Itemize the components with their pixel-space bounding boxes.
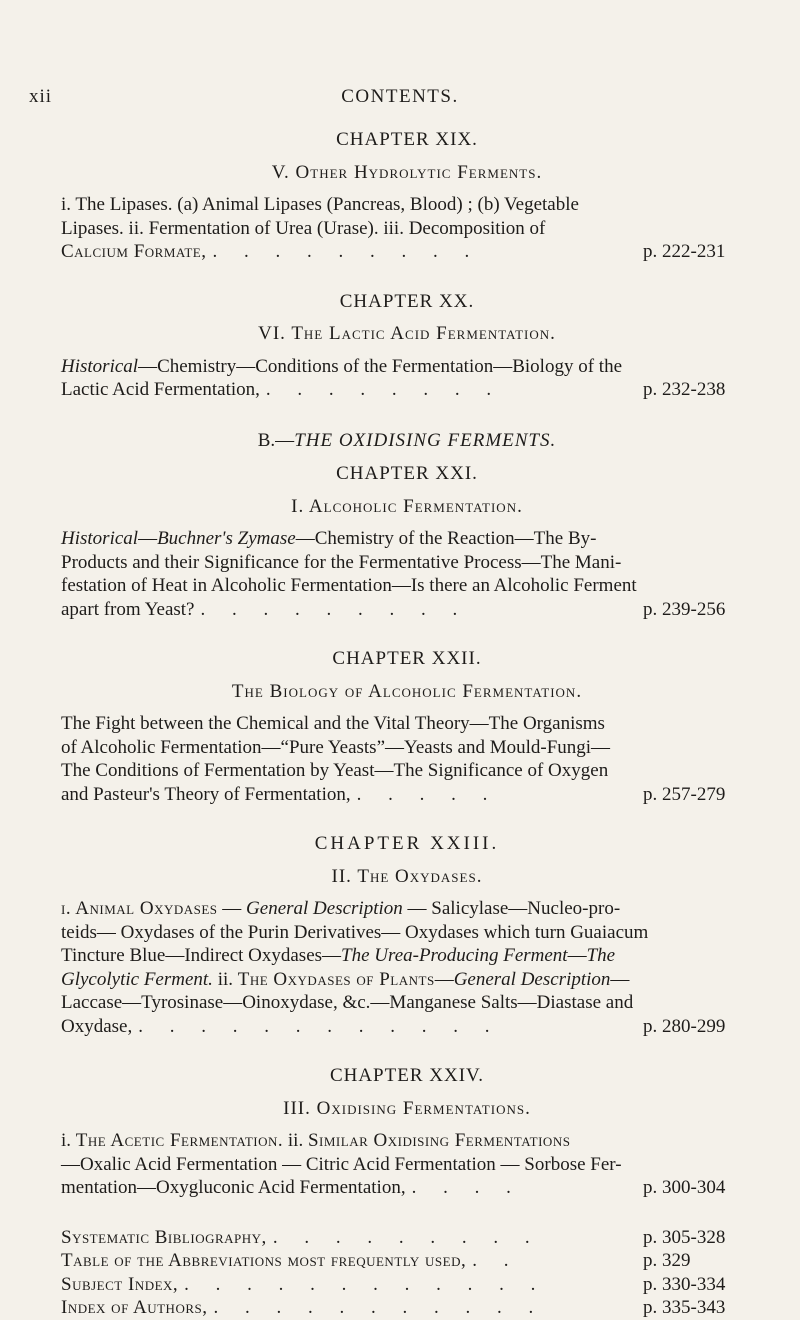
summary-line: Lipases. ii. Fermentation of Urea (Urase). iii. Decomposition of bbox=[61, 217, 546, 239]
chapter-summary bbox=[61, 355, 753, 402]
chapter-summary bbox=[61, 897, 753, 1038]
part-b-prefix: B.— bbox=[257, 429, 295, 451]
chapter-subtitle: II. The Oxydases. bbox=[331, 865, 483, 887]
summary-rest: —Chemistry—Conditions of the Fermentation—Biology of the bbox=[138, 355, 622, 377]
summary-last-line bbox=[61, 598, 753, 622]
summary-last-line bbox=[61, 1015, 753, 1039]
summary-line: Products and their Significance for the Fermentative Process—The Mani- bbox=[61, 551, 622, 573]
summary-line: Laccase—Tyrosinase—Oinoxydase, &c.—Manganese Salts—Diastase and bbox=[61, 992, 634, 1013]
page-range: p. 257-279 bbox=[643, 783, 726, 805]
summary-text: and Pasteur's Theory of Fermentation, bbox=[61, 783, 351, 805]
summary-last-line bbox=[61, 378, 753, 402]
leader-dots: . . . . . . . . . bbox=[200, 598, 469, 620]
bibliography-entry bbox=[61, 1226, 753, 1250]
summary-line bbox=[61, 355, 753, 379]
summary-line: i. Animal Oxydases — General Description — Salicylase—Nucleo-pro- bbox=[61, 898, 621, 919]
entry-label: Index of Authors, bbox=[61, 1297, 208, 1318]
chapter-heading: CHAPTER XXII. bbox=[332, 648, 482, 669]
leader-dots: . . . . . bbox=[356, 783, 499, 805]
leader-dots: . . bbox=[472, 1250, 520, 1271]
chapter-heading: CHAPTER XIX. bbox=[336, 129, 478, 150]
abbreviations-entry bbox=[61, 1249, 753, 1273]
chapter-heading: CHAPTER XXI. bbox=[336, 463, 478, 484]
summary-text: apart from Yeast? bbox=[61, 598, 195, 620]
summary-line: festation of Heat in Alcoholic Fermentation—Is there an Alcoholic Ferment bbox=[61, 575, 637, 596]
author-index-entry bbox=[61, 1296, 753, 1320]
page-range: p. 335-343 bbox=[643, 1297, 726, 1318]
summary-line: of Alcoholic Fermentation—“Pure Yeasts”—Yeasts and Mould-Fungi— bbox=[61, 736, 611, 758]
chapter-summary bbox=[61, 1129, 753, 1200]
summary-text: Calcium Formate, bbox=[61, 241, 207, 262]
summary-text: Lactic Acid Fermentation, bbox=[61, 379, 260, 400]
running-title: CONTENTS. bbox=[341, 86, 459, 107]
running-head bbox=[0, 86, 800, 110]
summary-line: Historical—Buchner's Zymase—Chemistry of the Reaction—The By- bbox=[61, 528, 597, 549]
back-matter bbox=[61, 1226, 753, 1320]
chapter-xix bbox=[61, 128, 753, 264]
leader-dots: . . . . . . . . . . . . bbox=[138, 1015, 501, 1037]
page-range: p. 222-231 bbox=[643, 241, 726, 262]
subject-index-entry bbox=[61, 1273, 753, 1297]
part-b-heading bbox=[61, 429, 753, 453]
chapter-subtitle: VI. The Lactic Acid Fermentation. bbox=[258, 323, 556, 344]
page-range: p. 330-334 bbox=[643, 1273, 726, 1295]
page-range: p. 329 bbox=[643, 1250, 691, 1271]
page-range: p. 300-304 bbox=[643, 1177, 726, 1198]
summary-last-line bbox=[61, 783, 753, 807]
leader-dots: . . . . . . . . . . . . bbox=[184, 1273, 547, 1295]
chapter-heading: CHAPTER XXIV. bbox=[329, 1065, 485, 1086]
chapter-xx bbox=[61, 290, 753, 402]
entry-label: Subject Index, bbox=[61, 1273, 179, 1295]
leader-dots: . . . . . . . . . . . bbox=[213, 1297, 545, 1318]
summary-line: The Conditions of Fermentation by Yeast—The Significance of Oxygen bbox=[61, 760, 609, 781]
summary-line: teids— Oxydases of the Purin Derivatives— Oxydases which turn Guaiacum bbox=[61, 921, 649, 943]
summary-line: The Fight between the Chemical and the Vital Theory—The Organisms bbox=[61, 713, 605, 734]
summary-line: i. The Lipases. (a) Animal Lipases (Pancreas, Blood) ; (b) Vegetable bbox=[61, 194, 579, 215]
chapter-summary bbox=[61, 193, 753, 264]
leader-dots: . . . . bbox=[411, 1177, 522, 1198]
chapter-heading: CHAPTER XX. bbox=[339, 290, 475, 312]
page-number: xii bbox=[29, 86, 53, 107]
summary-last-line bbox=[61, 1176, 753, 1200]
chapter-summary bbox=[61, 712, 753, 806]
chapter-subtitle: I. Alcoholic Fermentation. bbox=[291, 495, 523, 517]
chapter-xxiv bbox=[61, 1064, 753, 1200]
chapter-summary bbox=[61, 527, 753, 621]
historical-label: Historical bbox=[61, 355, 139, 377]
chapter-heading: CHAPTER XXIII. bbox=[314, 833, 500, 854]
summary-text: Oxydase, bbox=[61, 1015, 133, 1037]
page-range: p. 280-299 bbox=[643, 1015, 726, 1037]
part-b-title: THE OXIDISING FERMENTS. bbox=[294, 429, 557, 451]
chapter-subtitle: V. Other Hydrolytic Ferments. bbox=[271, 161, 543, 183]
summary-text: mentation—Oxygluconic Acid Fermentation, bbox=[61, 1177, 406, 1198]
summary-last-line bbox=[61, 240, 753, 264]
chapter-xxiii bbox=[61, 832, 753, 1038]
page-range: p. 239-256 bbox=[643, 598, 726, 620]
leader-dots: . . . . . . . . . bbox=[212, 241, 481, 262]
chapter-subtitle: III. Oxidising Fermentations. bbox=[283, 1097, 531, 1119]
contents-body bbox=[61, 128, 753, 1320]
page-range: p. 232-238 bbox=[643, 379, 726, 400]
summary-line: i. The Acetic Fermentation. ii. Similar Oxidising Fermentations bbox=[61, 1130, 571, 1151]
summary-line: Glycolytic Ferment. ii. The Oxydases of Plants—General Description— bbox=[61, 968, 630, 990]
chapter-xxi bbox=[61, 462, 753, 621]
chapter-xxii bbox=[61, 647, 753, 806]
page-range: p. 305-328 bbox=[643, 1226, 726, 1248]
entry-label: Systematic Bibliography, bbox=[61, 1226, 267, 1248]
summary-line: —Oxalic Acid Fermentation — Citric Acid Fermentation — Sorbose Fer- bbox=[61, 1153, 622, 1175]
chapter-subtitle: The Biology of Alcoholic Fermentation. bbox=[231, 680, 583, 702]
entry-label: Table of the Abbreviations most frequently used, bbox=[61, 1250, 467, 1271]
leader-dots: . . . . . . . . bbox=[265, 379, 503, 400]
summary-line: Tincture Blue—Indirect Oxydases—The Urea-Producing Ferment—The bbox=[61, 945, 616, 966]
leader-dots: . . . . . . . . . bbox=[272, 1226, 541, 1248]
